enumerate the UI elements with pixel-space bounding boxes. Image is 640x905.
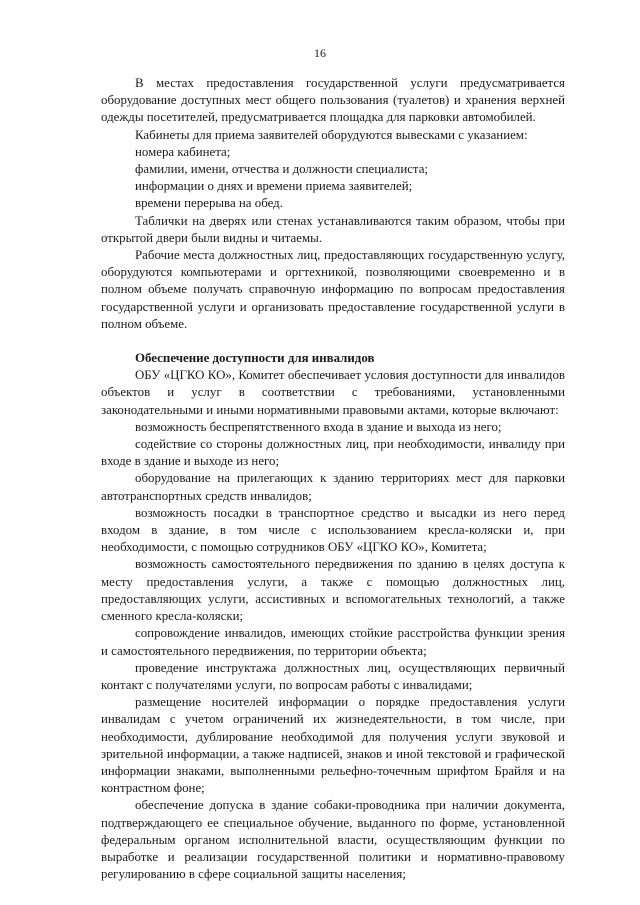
list-item: проведение инструктажа должностных лиц, осуществляющих первичный контакт с получателями услуги, по вопросам работы с инвалидами;: [101, 660, 565, 692]
list-item: обеспечение допуска в здание собаки-проводника при наличии документа, подтверждающего ее специальное обучение, выданного по форме, установленной федеральным органом исполнительной власти, осуществляющим функции по выработке и реализации государственной политики и нормативно-правовому регулированию в сфере социальной защиты населения;: [101, 798, 565, 882]
section-heading: Обеспечение доступности для инвалидов: [135, 351, 375, 366]
list-item: номера кабинета;: [135, 144, 231, 159]
paragraph: Рабочие места должностных лиц, предоставляющих государственную услугу, оборудуются компьютерами и оргтехникой, позволяющими своевременно и в полном объеме получать справочную информацию по вопросам предоставления государственной услуги и организовать предоставление государственной услуги в полном объеме.: [101, 248, 565, 331]
list-item: времени перерыва на обед.: [135, 196, 283, 211]
list-item: сопровождение инвалидов, имеющих стойкие расстройства функции зрения и самостоятельного передвижения, по территории объекта;: [101, 626, 565, 658]
list-item: возможность самостоятельного передвижения по зданию в целях доступа к месту предоставления услуги, а также с помощью должностных лиц, предоставляющих услуги, ассистивных и вспомогательных технологий, а также сменного кресла-коляски;: [101, 557, 565, 624]
list-item: информации о днях и времени приема заявителей;: [135, 179, 413, 194]
list-item: содействие со стороны должностных лиц, при необходимости, инвалиду при входе в здание и выходе из него;: [101, 437, 565, 469]
list-item: размещение носителей информации о порядке предоставления услуги инвалидам с учетом ограничений их жизнедеятельности, в том числе, при необходимости, дублирование необходимой для получения услуги звуковой и зрительной информации, а также надписей, знаков и иной текстовой и графической информации знаками, выполненными рельефно-точечным шрифтом Брайля и на контрастном фоне;: [101, 695, 565, 796]
paragraph: Таблички на дверях или стенах устанавливаются таким образом, чтобы при открытой двери были видны и читаемы.: [101, 213, 565, 245]
document-body: [101, 75, 565, 883]
list-item: оборудование на прилегающих к зданию территориях мест для парковки автотранспортных средств инвалидов;: [101, 471, 565, 503]
paragraph: Кабинеты для приема заявителей оборудуются вывесками с указанием:: [135, 127, 528, 142]
paragraph: В местах предоставления государственной услуги предусматривается оборудование доступных мест общего пользования (туалетов) и хранения верхней одежды посетителей, предусматривается площадка для парковки автомобилей.: [101, 76, 565, 125]
list-item: возможность беспрепятственного входа в здание и выхода из него;: [135, 419, 502, 434]
page-number: 16: [314, 46, 326, 60]
list-item: возможность посадки в транспортное средство и высадки из него перед входом в здание, в том числе с использованием кресла-коляски и, при необходимости, с помощью сотрудников ОБУ «ЦГКО КО», Комитета;: [101, 505, 565, 555]
list-item: фамилии, имени, отчества и должности специалиста;: [135, 162, 429, 177]
paragraph: ОБУ «ЦГКО КО», Комитет обеспечивает условия доступности для инвалидов объектов и услуг в соответствии с требованиями, установленными законодательными и иными нормативными правовыми актами, которые включают:: [101, 368, 565, 417]
